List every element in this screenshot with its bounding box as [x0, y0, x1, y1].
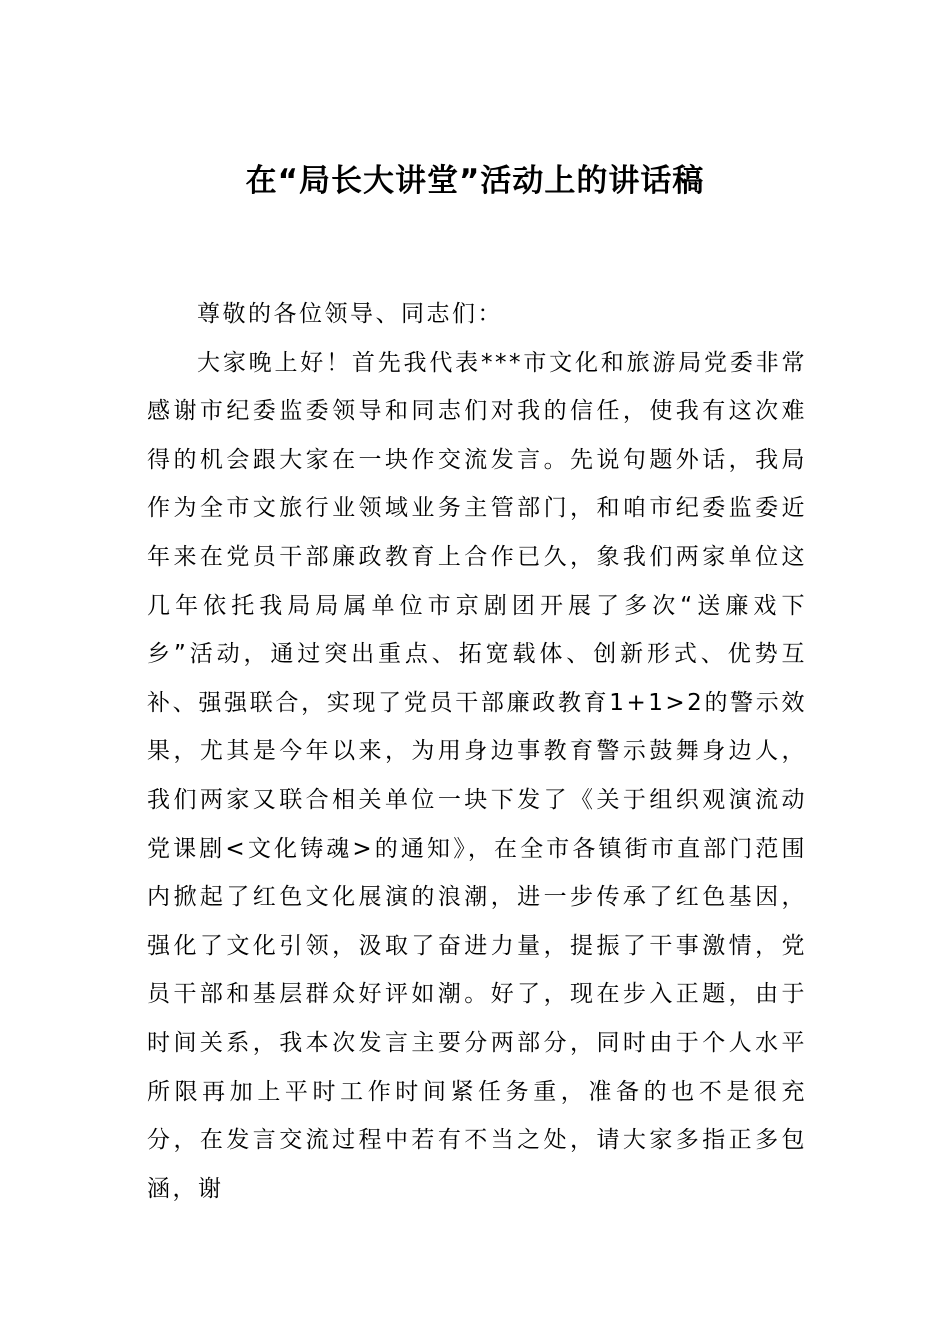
document-body [147, 290, 807, 1213]
salutation: 尊敬的各位领导、同志们： [197, 301, 503, 327]
body-paragraph: 大家晚上好！首先我代表***市文化和旅游局党委非常感谢市纪委监委领导和同志们对我的信任，使我有这次难得的机会跟大家在一块作交流发言。先说句题外话，我局作为全市文旅行业领域业务主管部门，和咱市纪委监委近年来在党员干部廉政教育上合作已久，象我们两家单位这几年依托我局局属单位市京剧团开展了多次“送廉戏下乡”活动，通过突出重点、拓宽载体、创新形式、优势互补、强强联合，实现了党员干部廉政教育1+1>2的警示效果，尤其是今年以来，为用身边事教育警示鼓舞身边人，我们两家又联合相关单位一块下发了《关于组织观演流动党课剧<文化铸魂>的通知》，在全市各镇街市直部门范围内掀起了红色文化展演的浪潮，进一步传承了红色基因，强化了文化引领，汲取了奋进力量，提振了干事激情，党员干部和基层群众好评如潮。好了，现在步入正题，由于时间关系，我本次发言主要分两部分，同时由于个人水平所限再加上平时工作时间紧任务重，准备的也不是很充分，在发言交流过程中若有不当之处，请大家多指正多包涵，谢 [147, 349, 807, 1202]
document-title: 在“局长大讲堂”活动上的讲话稿 [245, 163, 705, 199]
